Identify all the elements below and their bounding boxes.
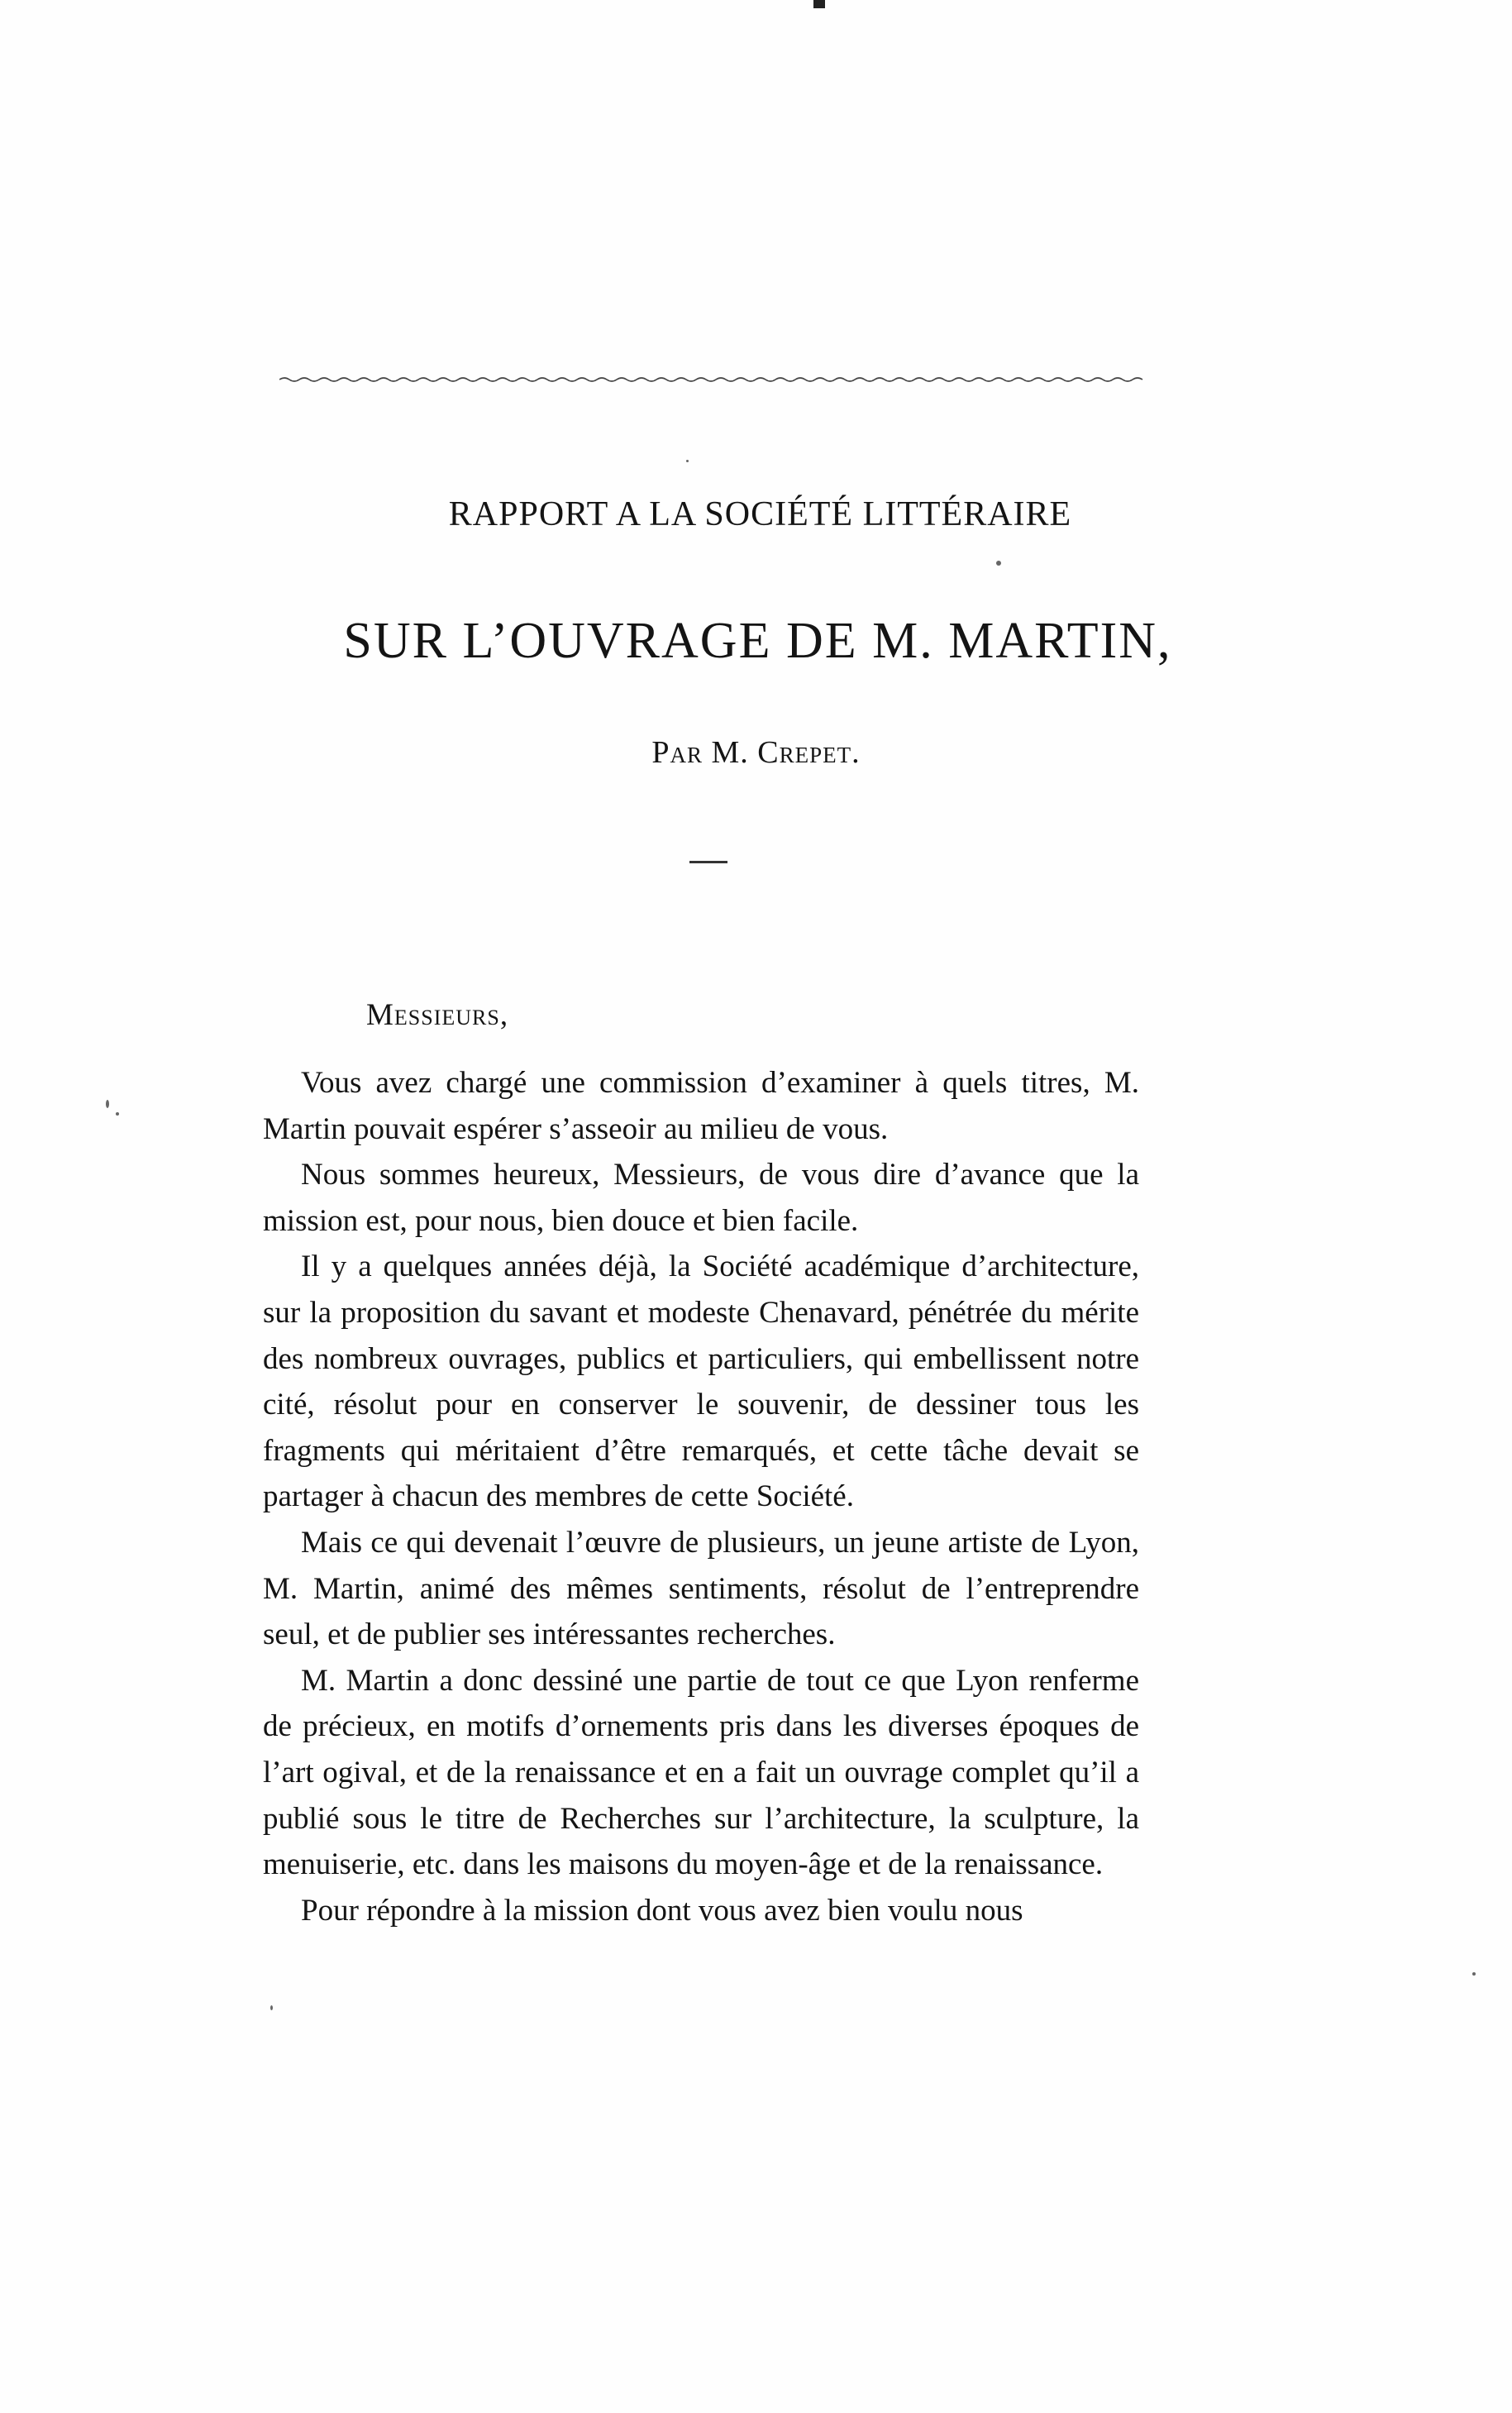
title-line-1: RAPPORT A LA SOCIÉTÉ LITTÉRAIRE	[448, 495, 1072, 533]
paper-speck	[1472, 1972, 1476, 1976]
paragraph: Il y a quelques années déjà, la Société académique d’architecture, sur la proposition du savant et modeste Chenavard, pénétrée du mérite des nombreux ouvrages, publics et particuliers, qui embellissent notre cité, résolut pour en conserver le souvenir, de dessiner tous les fragments qui méritaient d’être remarqués, et cette tâche devait se partager à chacun des membres de cette Société.	[263, 1250, 1139, 1514]
printer-mark	[813, 0, 825, 8]
decorative-rule	[279, 374, 1147, 385]
paper-speck	[106, 1100, 109, 1108]
salutation: Messieurs,	[366, 998, 509, 1032]
separator-rule	[689, 861, 727, 863]
paper-speck	[686, 460, 689, 462]
paper-speck	[116, 1112, 119, 1116]
title-line-2: SUR L’OUVRAGE DE M. MARTIN,	[343, 613, 1172, 669]
author-byline: Par M. Crepet.	[651, 735, 861, 770]
paragraph: Mais ce qui devenait l’œuvre de plusieurs, un jeune artiste de Lyon, M. Martin, animé des mêmes sentiments, résolut de l’entreprendre seul, et de publier ses intéressantes recherches.	[263, 1525, 1139, 1652]
paragraph: M. Martin a donc dessiné une partie de tout ce que Lyon renferme de précieux, en motifs d’ornements pris dans les diverses époques de l’art ogival, et de la renaissance et en a fait un ouvrage complet qu’il a publié sous le titre de Recherches sur l’architecture, la sculpture, la menuiserie, etc. dans les maisons du moyen-âge et de la renaissance.	[263, 1663, 1139, 1882]
paragraph: Nous sommes heureux, Messieurs, de vous dire d’avance que la mission est, pour nous, bien douce et bien facile.	[263, 1158, 1139, 1238]
paragraph: Vous avez chargé une commission d’examiner à quels titres, M. Martin pouvait espérer s’asseoir au milieu de vous.	[263, 1066, 1139, 1146]
paragraph: Pour répondre à la mission dont vous avez bien voulu nous	[301, 1893, 1023, 1928]
body-text	[263, 1060, 1139, 1933]
paper-speck	[270, 2005, 273, 2010]
paper-speck	[996, 561, 1001, 566]
